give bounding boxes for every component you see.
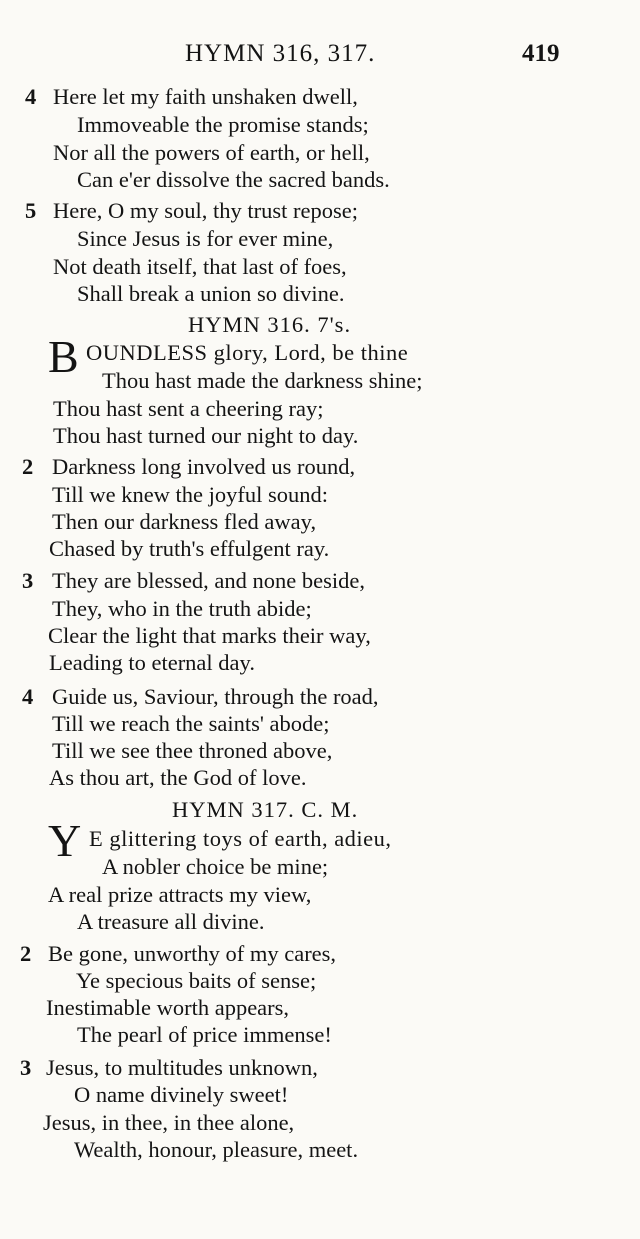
- verse-line: Can e'er dissolve the sacred bands.: [77, 167, 390, 192]
- verse-line: Thou hast made the darkness shine;: [102, 368, 423, 393]
- hymn-title: HYMN 317. C. M.: [172, 797, 359, 822]
- verse-line: Be gone, unworthy of my cares,: [48, 941, 337, 966]
- running-head-title: HYMN 316, 317.: [185, 40, 376, 67]
- verse-line: Till we knew the joyful sound:: [52, 482, 329, 507]
- verse-line: Thou hast turned our night to day.: [53, 423, 359, 448]
- verse-line: A real prize attracts my view,: [48, 882, 312, 907]
- stanza-number: 3: [22, 568, 34, 593]
- verse-line: Shall break a union so divine.: [77, 281, 345, 306]
- stanza-number: 2: [20, 941, 32, 966]
- verse-line: Here let my faith unshaken dwell,: [53, 84, 358, 109]
- verse-line: Thou hast sent a cheering ray;: [53, 396, 324, 421]
- stanza-number: 3: [20, 1055, 32, 1080]
- verse-line: As thou art, the God of love.: [49, 765, 307, 790]
- running-head: [0, 40, 640, 76]
- verse-line: A nobler choice be mine;: [102, 854, 329, 879]
- stanza-number: 4: [25, 84, 37, 109]
- verse-line: They are blessed, and none beside,: [52, 568, 366, 593]
- verse-line: Nor all the powers of earth, or hell,: [53, 140, 370, 165]
- verse-line: Ye specious baits of sense;: [76, 968, 317, 993]
- verse-line: Here, O my soul, thy trust repose;: [53, 198, 358, 223]
- stanza-number: 4: [22, 684, 34, 709]
- stanza-number: 2: [22, 454, 34, 479]
- drop-cap: B: [48, 331, 79, 382]
- page-number: 419: [522, 40, 560, 67]
- drop-cap: Y: [48, 815, 82, 866]
- verse-line: They, who in the truth abide;: [52, 596, 312, 621]
- verse-line: O name divinely sweet!: [74, 1082, 289, 1107]
- verse-line: Jesus, in thee, in thee alone,: [43, 1110, 295, 1135]
- verse-line: Till we reach the saints' abode;: [52, 711, 330, 736]
- verse-line: Since Jesus is for ever mine,: [77, 226, 334, 251]
- verse-line: Chased by truth's effulgent ray.: [49, 536, 330, 561]
- verse-line: Clear the light that marks their way,: [48, 623, 371, 648]
- verse-line: E glittering toys of earth, adieu,: [89, 826, 392, 851]
- verse-line: Not death itself, that last of foes,: [53, 254, 347, 279]
- verse-line: OUNDLESS glory, Lord, be thine: [86, 340, 409, 365]
- verse-line: A treasure all divine.: [77, 909, 265, 934]
- verse-line: Till we see thee throned above,: [52, 738, 333, 763]
- stanza-number: 5: [25, 198, 37, 223]
- verse-line: Jesus, to multitudes unknown,: [46, 1055, 318, 1080]
- verse-line: Leading to eternal day.: [49, 650, 255, 675]
- verse-line: Guide us, Saviour, through the road,: [52, 684, 379, 709]
- verse-line: Immoveable the promise stands;: [77, 112, 369, 137]
- verse-line: Darkness long involved us round,: [52, 454, 356, 479]
- verse-line: The pearl of price immense!: [77, 1022, 332, 1047]
- verse-line: Inestimable worth appears,: [46, 995, 290, 1020]
- hymn-title: HYMN 316. 7's.: [188, 312, 352, 337]
- verse-line: Wealth, honour, pleasure, meet.: [74, 1137, 359, 1162]
- verse-line: Then our darkness fled away,: [52, 509, 317, 534]
